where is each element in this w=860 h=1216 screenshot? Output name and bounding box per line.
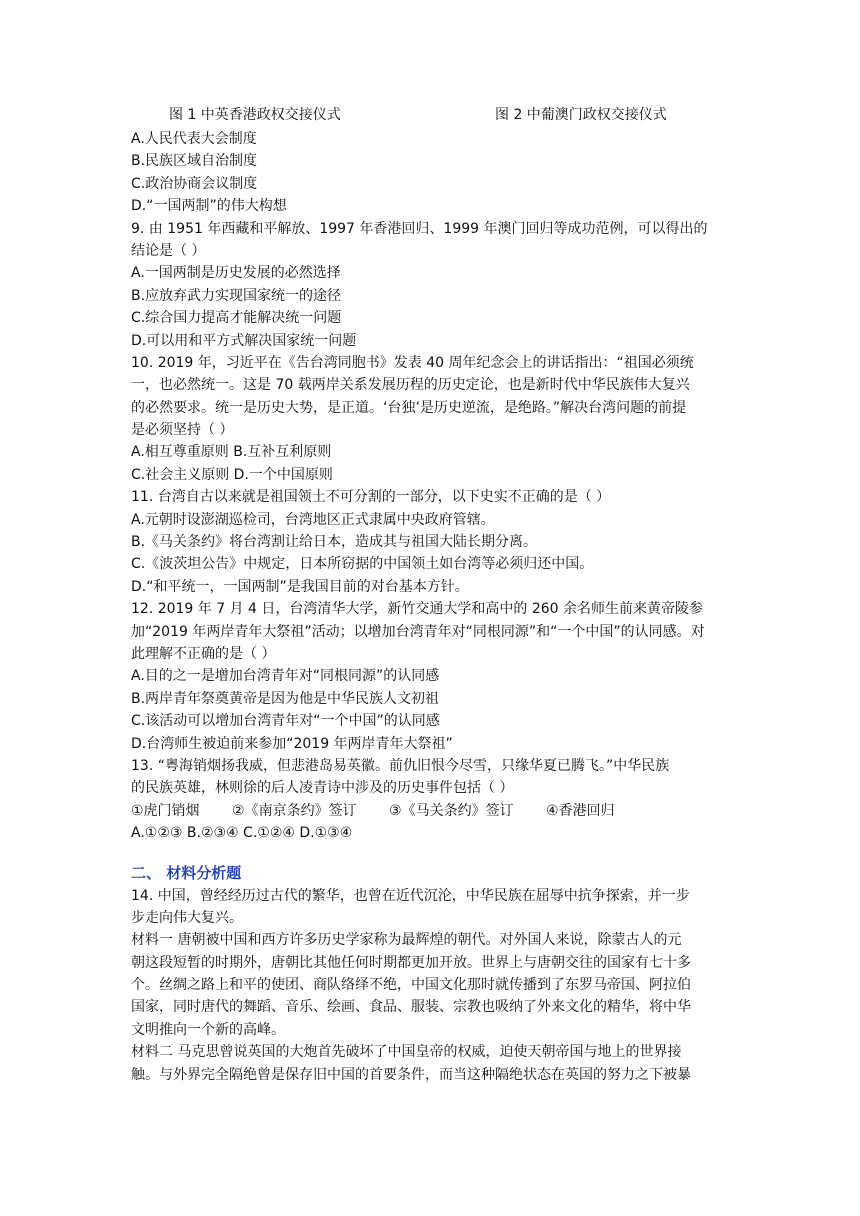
event-option: ④香港回归	[546, 802, 615, 819]
text-line: 触。与外界完全隔绝曾是保存旧中国的首要条件，而当这种隔绝状态在英国的努力之下被暴	[131, 1066, 691, 1083]
question-10-stem: 10. 2019 年，习近平在《告台湾同胞书》发表 40 周年纪念会上的讲话指出：“祖国必须统	[131, 354, 694, 371]
spacer	[131, 845, 733, 861]
text-line: 朝这段短暂的时期外，唐朝比其他任何时期都更加开放。世界上与唐朝交往的国家有七十多	[131, 954, 691, 971]
text-line: A.相互尊重原则 B.互补互利原则	[131, 444, 332, 461]
text-line: D.“一国两制”的伟大构想	[131, 198, 287, 215]
text-line: C.政治协商会议制度	[131, 175, 258, 192]
event-options	[131, 800, 733, 822]
page-content	[131, 103, 733, 1086]
material-1: 材料一 唐朝被中国和西方许多历史学家称为最辉煌的朝代。对外国人来说，除蒙古人的元	[131, 932, 682, 949]
text-line: C.社会主义原则 D.一个中国原则	[131, 466, 333, 483]
figure-2-caption: 图 2 中葡澳门政权交接仪式	[495, 107, 667, 123]
text-line: A.人民代表大会制度	[131, 131, 257, 147]
question-14-stem: 14. 中国，曾经经历过古代的繁华，也曾在近代沉沦，中华民族在屈辱中抗争探索，并一步	[131, 887, 690, 904]
section-title: 二、 材料分析题	[131, 863, 242, 882]
text-line: 国家，同时唐代的舞蹈、音乐、绘画、食品、服装、宗教也吸纳了外来文化的精华，将中华	[131, 999, 691, 1016]
text-line: C.该活动可以增加台湾青年对“一个中国”的认同感	[131, 713, 440, 730]
material-2: 材料二 马克思曾说英国的大炮首先破坏了中国皇帝的权威，迫使天朝帝国与地上的世界接	[131, 1044, 682, 1061]
text-line: 结论是（ ）	[131, 242, 206, 259]
text-line: 文明推向一个新的高峰。	[131, 1021, 285, 1038]
text-line: 的民族英雄，林则徐的后人凌青诗中涉及的历史事件包括（ ）	[131, 780, 514, 797]
text-line: A.一国两制是历史发展的必然选择	[131, 265, 341, 282]
figure-captions	[131, 103, 733, 128]
text-line: B.应放弃武力实现国家统一的途径	[131, 287, 342, 304]
question-13-answers: A.①②③ B.②③④ C.①②④ D.①③④	[131, 825, 353, 842]
text-line: D.“和平统一，一国两制”是我国目前的对台基本方针。	[131, 578, 469, 595]
question-11-stem: 11. 台湾自古以来就是祖国领土不可分割的一部分，以下史实不正确的是（ ）	[131, 489, 611, 506]
text-line: B.两岸青年祭奠黄帝是因为他是中华民族人文初祖	[131, 690, 440, 707]
event-option: ②《南京条约》签订	[232, 802, 357, 819]
text-line: C.《波茨坦公告》中规定，日本所窃据的中国领土如台湾等必须归还中国。	[131, 556, 594, 573]
text-line: 个。丝绸之路上和平的使团、商队络绎不绝，中国文化那时就传播到了东罗马帝国、阿拉伯	[131, 977, 691, 994]
text-line: 此理解不正确的是（ ）	[131, 645, 276, 662]
text-line: 的必然要求。统一是历史大势，是正道。‘台独’是历史逆流，是绝路。”解决台湾问题的前提	[131, 399, 687, 416]
text-line: 步走向伟大复兴。	[131, 909, 243, 926]
text-line: B.民族区域自治制度	[131, 153, 258, 170]
text-line: D.可以用和平方式解决国家统一问题	[131, 332, 357, 349]
text-line: A.目的之一是增加台湾青年对“同根同源”的认同感	[131, 668, 440, 685]
question-9-stem: 9. 由 1951 年西藏和平解放、1997 年香港回归、1999 年澳门回归等成功范例，可以得出的	[131, 220, 708, 237]
text-line: A.元朝时设澎湖巡检司，台湾地区正式隶属中央政府管辖。	[131, 511, 495, 528]
question-12-stem: 12. 2019 年 7 月 4 日，台湾清华大学，新竹交通大学和高中的 260 余名师生前来黄帝陵参	[131, 601, 704, 618]
text-line: B.《马关条约》将台湾割让给日本，造成其与祖国大陆长期分离。	[131, 534, 538, 551]
text-line: 一，也必然统一。这是 70 载两岸关系发展历程的历史定论，也是新时代中华民族伟大复兴	[131, 377, 690, 394]
questions-block	[131, 128, 733, 845]
text-line: 加“2019 年两岸青年大祭祖”活动；以增加台湾青年对“同根同源”和“一个中国”的认同感。对	[131, 623, 705, 640]
figure-1-caption: 图 1 中英香港政权交接仪式	[169, 107, 341, 123]
event-option: ③《马关条约》签订	[389, 802, 514, 819]
material-block	[131, 885, 733, 1087]
question-13-stem: 13. “粤海销烟扬我威，但悲港岛易英徽。前仇旧恨今尽雪，只缘华夏已腾飞。”中华民族	[131, 757, 670, 774]
text-line: D.台湾师生被迫前来参加“2019 年两岸青年大祭祖”	[131, 735, 453, 752]
text-line: 是必须坚持（ ）	[131, 422, 234, 439]
event-option: ①虎门销烟	[131, 802, 200, 819]
text-line: C.综合国力提高才能解决统一问题	[131, 310, 342, 327]
